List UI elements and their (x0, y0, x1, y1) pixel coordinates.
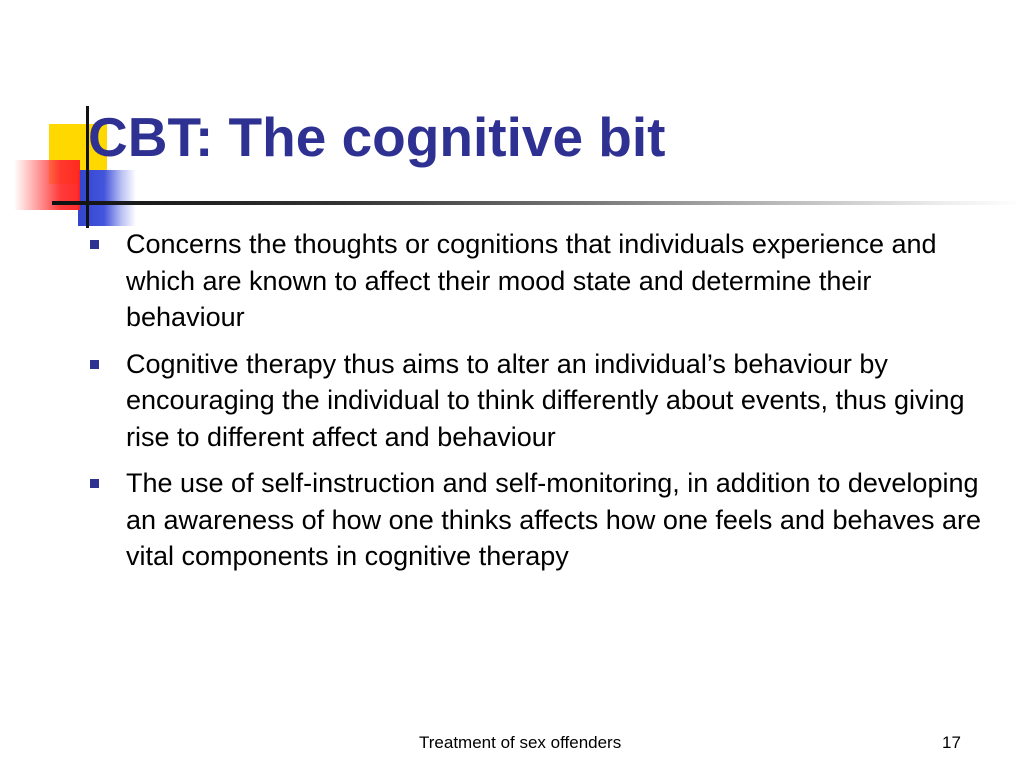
slide-title: CBT: The cognitive bit (88, 106, 666, 168)
bullet-item (88, 346, 988, 456)
bullet-text: Concerns the thoughts or cognitions that individuals experience and which are known to affect their mood state and determine their behaviour (126, 229, 937, 332)
bullet-item (88, 465, 988, 575)
square-bullet-icon (90, 240, 99, 249)
footer-text: Treatment of sex offenders (419, 733, 622, 752)
bullet-item (88, 226, 988, 336)
page-number: 17 (942, 733, 961, 752)
bullet-text: The use of self-instruction and self-monitoring, in addition to developing an awareness of how one thinks affects how one feels and behaves are vital components in cognitive therapy (126, 468, 982, 571)
bullet-text: Cognitive therapy thus aims to alter an individual’s behaviour by encouraging the individual to think differently about events, thus giving rise to different affect and behaviour (126, 348, 965, 452)
square-bullet-icon (90, 360, 99, 369)
bullet-list (88, 226, 988, 585)
title-underline-rule (52, 201, 1024, 205)
square-bullet-icon (90, 479, 99, 488)
